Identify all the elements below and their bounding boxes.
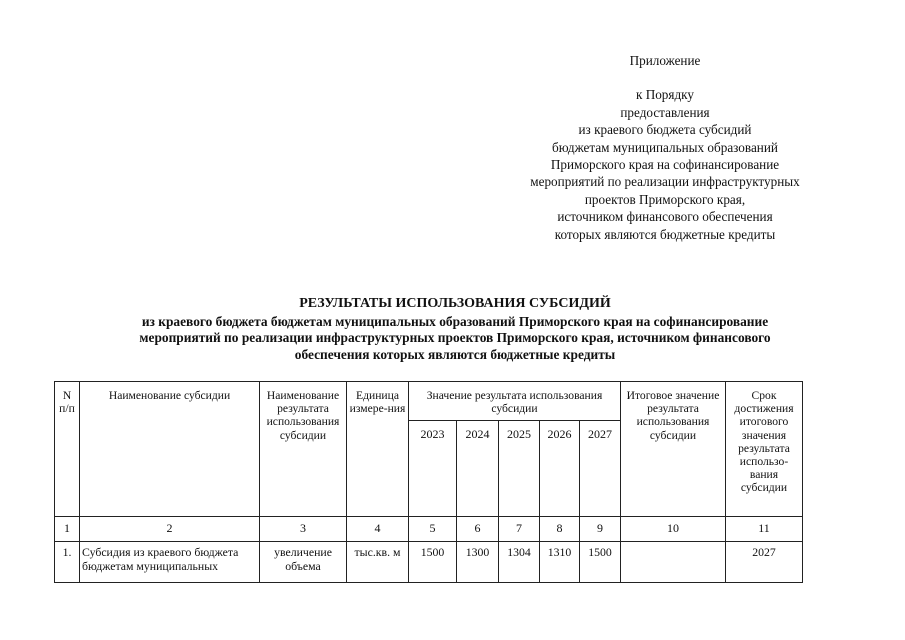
appendix-line: бюджетам муниципальных образований	[552, 139, 778, 155]
header-deadline: Срок достижения итогового значения результата использо-вания субсидии	[726, 382, 803, 517]
row-subsidy-name: Субсидия из краевого бюджета бюджетам муниципальных	[80, 542, 260, 583]
column-number: 11	[726, 517, 803, 542]
header-year: 2027	[580, 421, 621, 517]
row-result-name: увеличение объема	[260, 542, 347, 583]
header-year: 2023	[409, 421, 457, 517]
column-number: 2	[80, 517, 260, 542]
header-final-value: Итоговое значение результата использования субсидии	[621, 382, 726, 517]
appendix-line: мероприятий по реализации инфраструктурных	[530, 174, 800, 190]
title-subline: из краевого бюджета бюджетам муниципальных образований Приморского края на софинансирование	[141, 313, 769, 329]
row-deadline: 2027	[726, 542, 803, 583]
appendix-line: из краевого бюджета субсидий	[578, 122, 752, 138]
row-num: 1.	[55, 542, 80, 583]
column-number: 9	[580, 517, 621, 542]
header-unit: Единица измере-ния	[347, 382, 409, 517]
row-value: 1500	[580, 542, 621, 583]
column-number: 8	[540, 517, 580, 542]
header-result-name: Наименование результата использования субсидии	[260, 382, 347, 517]
column-number: 3	[260, 517, 347, 542]
column-number: 1	[55, 517, 80, 542]
header-value-group: Значение результата использования субсидии	[409, 382, 621, 421]
appendix-line: проектов Приморского края,	[584, 191, 746, 207]
document-title	[60, 296, 850, 363]
row-value: 1304	[499, 542, 540, 583]
column-number: 4	[347, 517, 409, 542]
table-row	[55, 542, 803, 583]
column-number: 6	[457, 517, 499, 542]
row-final-value	[621, 542, 726, 583]
header-num: N п/п	[55, 382, 80, 517]
column-number: 5	[409, 517, 457, 542]
row-value: 1300	[457, 542, 499, 583]
appendix-line: Приморского края на софинансирование	[550, 157, 780, 173]
title-subline: мероприятий по реализации инфраструктурных проектов Приморского края, источником финансового	[139, 330, 771, 346]
title-main: РЕЗУЛЬТАТЫ ИСПОЛЬЗОВАНИЯ СУБСИДИЙ	[299, 296, 611, 311]
appendix-line: источником финансового обеспечения	[557, 209, 773, 225]
row-unit: тыс.кв. м	[347, 542, 409, 583]
appendix-line: которых являются бюджетные кредиты	[554, 226, 776, 242]
header-year: 2026	[540, 421, 580, 517]
column-number: 10	[621, 517, 726, 542]
appendix-heading: Приложение	[629, 53, 701, 68]
title-subline: обеспечения которых являются бюджетные кредиты	[294, 346, 616, 362]
row-value: 1500	[409, 542, 457, 583]
appendix-line: к Порядку	[635, 87, 694, 103]
column-number: 7	[499, 517, 540, 542]
header-subsidy-name: Наименование субсидии	[80, 382, 260, 517]
appendix-block	[500, 52, 830, 243]
appendix-line: предоставления	[620, 104, 710, 120]
results-table	[54, 381, 803, 583]
header-year: 2025	[499, 421, 540, 517]
row-value: 1310	[540, 542, 580, 583]
header-year: 2024	[457, 421, 499, 517]
